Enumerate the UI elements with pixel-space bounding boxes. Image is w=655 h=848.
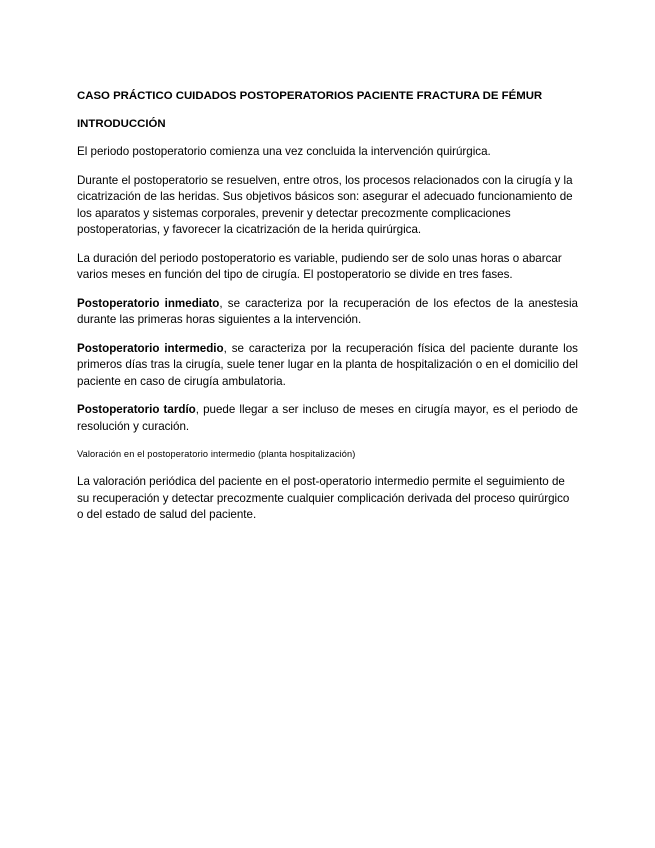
phase-inmediato [77,296,578,329]
valoracion-heading: Valoración en el postoperatorio intermedio (planta hospitalización) [77,449,356,459]
phase-tardio [77,402,578,435]
phase-tardio-text: , puede llegar a ser incluso de meses en cirugía mayor, es el periodo de resolución y curación. [77,403,578,433]
intro-heading: INTRODUCCIÓN [77,118,166,130]
document-title: CASO PRÁCTICO CUIDADOS POSTOPERATORIOS PACIENTE FRACTURA DE FÉMUR [77,90,543,102]
document-page [77,88,578,536]
phase-intermedio [77,341,578,391]
phase-inmediato-term: Postoperatorio inmediato [77,296,220,310]
phase-inmediato-text: , se caracteriza por la recuperación de los efectos de la anestesia durante las primeras horas siguientes a la intervención. [77,296,578,326]
paragraph-objectives: Durante el postoperatorio se resuelven, entre otros, los procesos relacionados con la cirugía y la cicatrización de las heridas. Sus objetivos básicos son: asegurar el adecuado funcionamiento de los aparatos y sistemas corporales, prevenir y detectar precozmente complicaciones postoperatorias, y favorecer la cicatrización de la herida quirúrgica. [77,173,573,236]
paragraph-intro: El periodo postoperatorio comienza una vez concluida la intervención quirúrgica. [77,145,491,158]
phase-tardio-term: Postoperatorio tardío [77,403,196,416]
phase-intermedio-text: , se caracteriza por la recuperación física del paciente durante los primeros días tras la cirugía, suele tener lugar en la planta de hospitalización o en el domicilio del paciente en caso de cirugía ambulatoria. [77,341,578,388]
phase-intermedio-term: Postoperatorio intermedio [77,341,224,355]
paragraph-valoracion: La valoración periódica del paciente en el post-operatorio intermedio permite el seguimiento de su recuperación y detectar precozmente cualquier complicación derivada del proceso quirúrgico o del estado de salud del paciente. [77,475,570,521]
paragraph-duration: La duración del periodo postoperatorio es variable, pudiendo ser de solo unas horas o abarcar varios meses en función del tipo de cirugía. El postoperatorio se divide en tres fases. [77,251,562,281]
